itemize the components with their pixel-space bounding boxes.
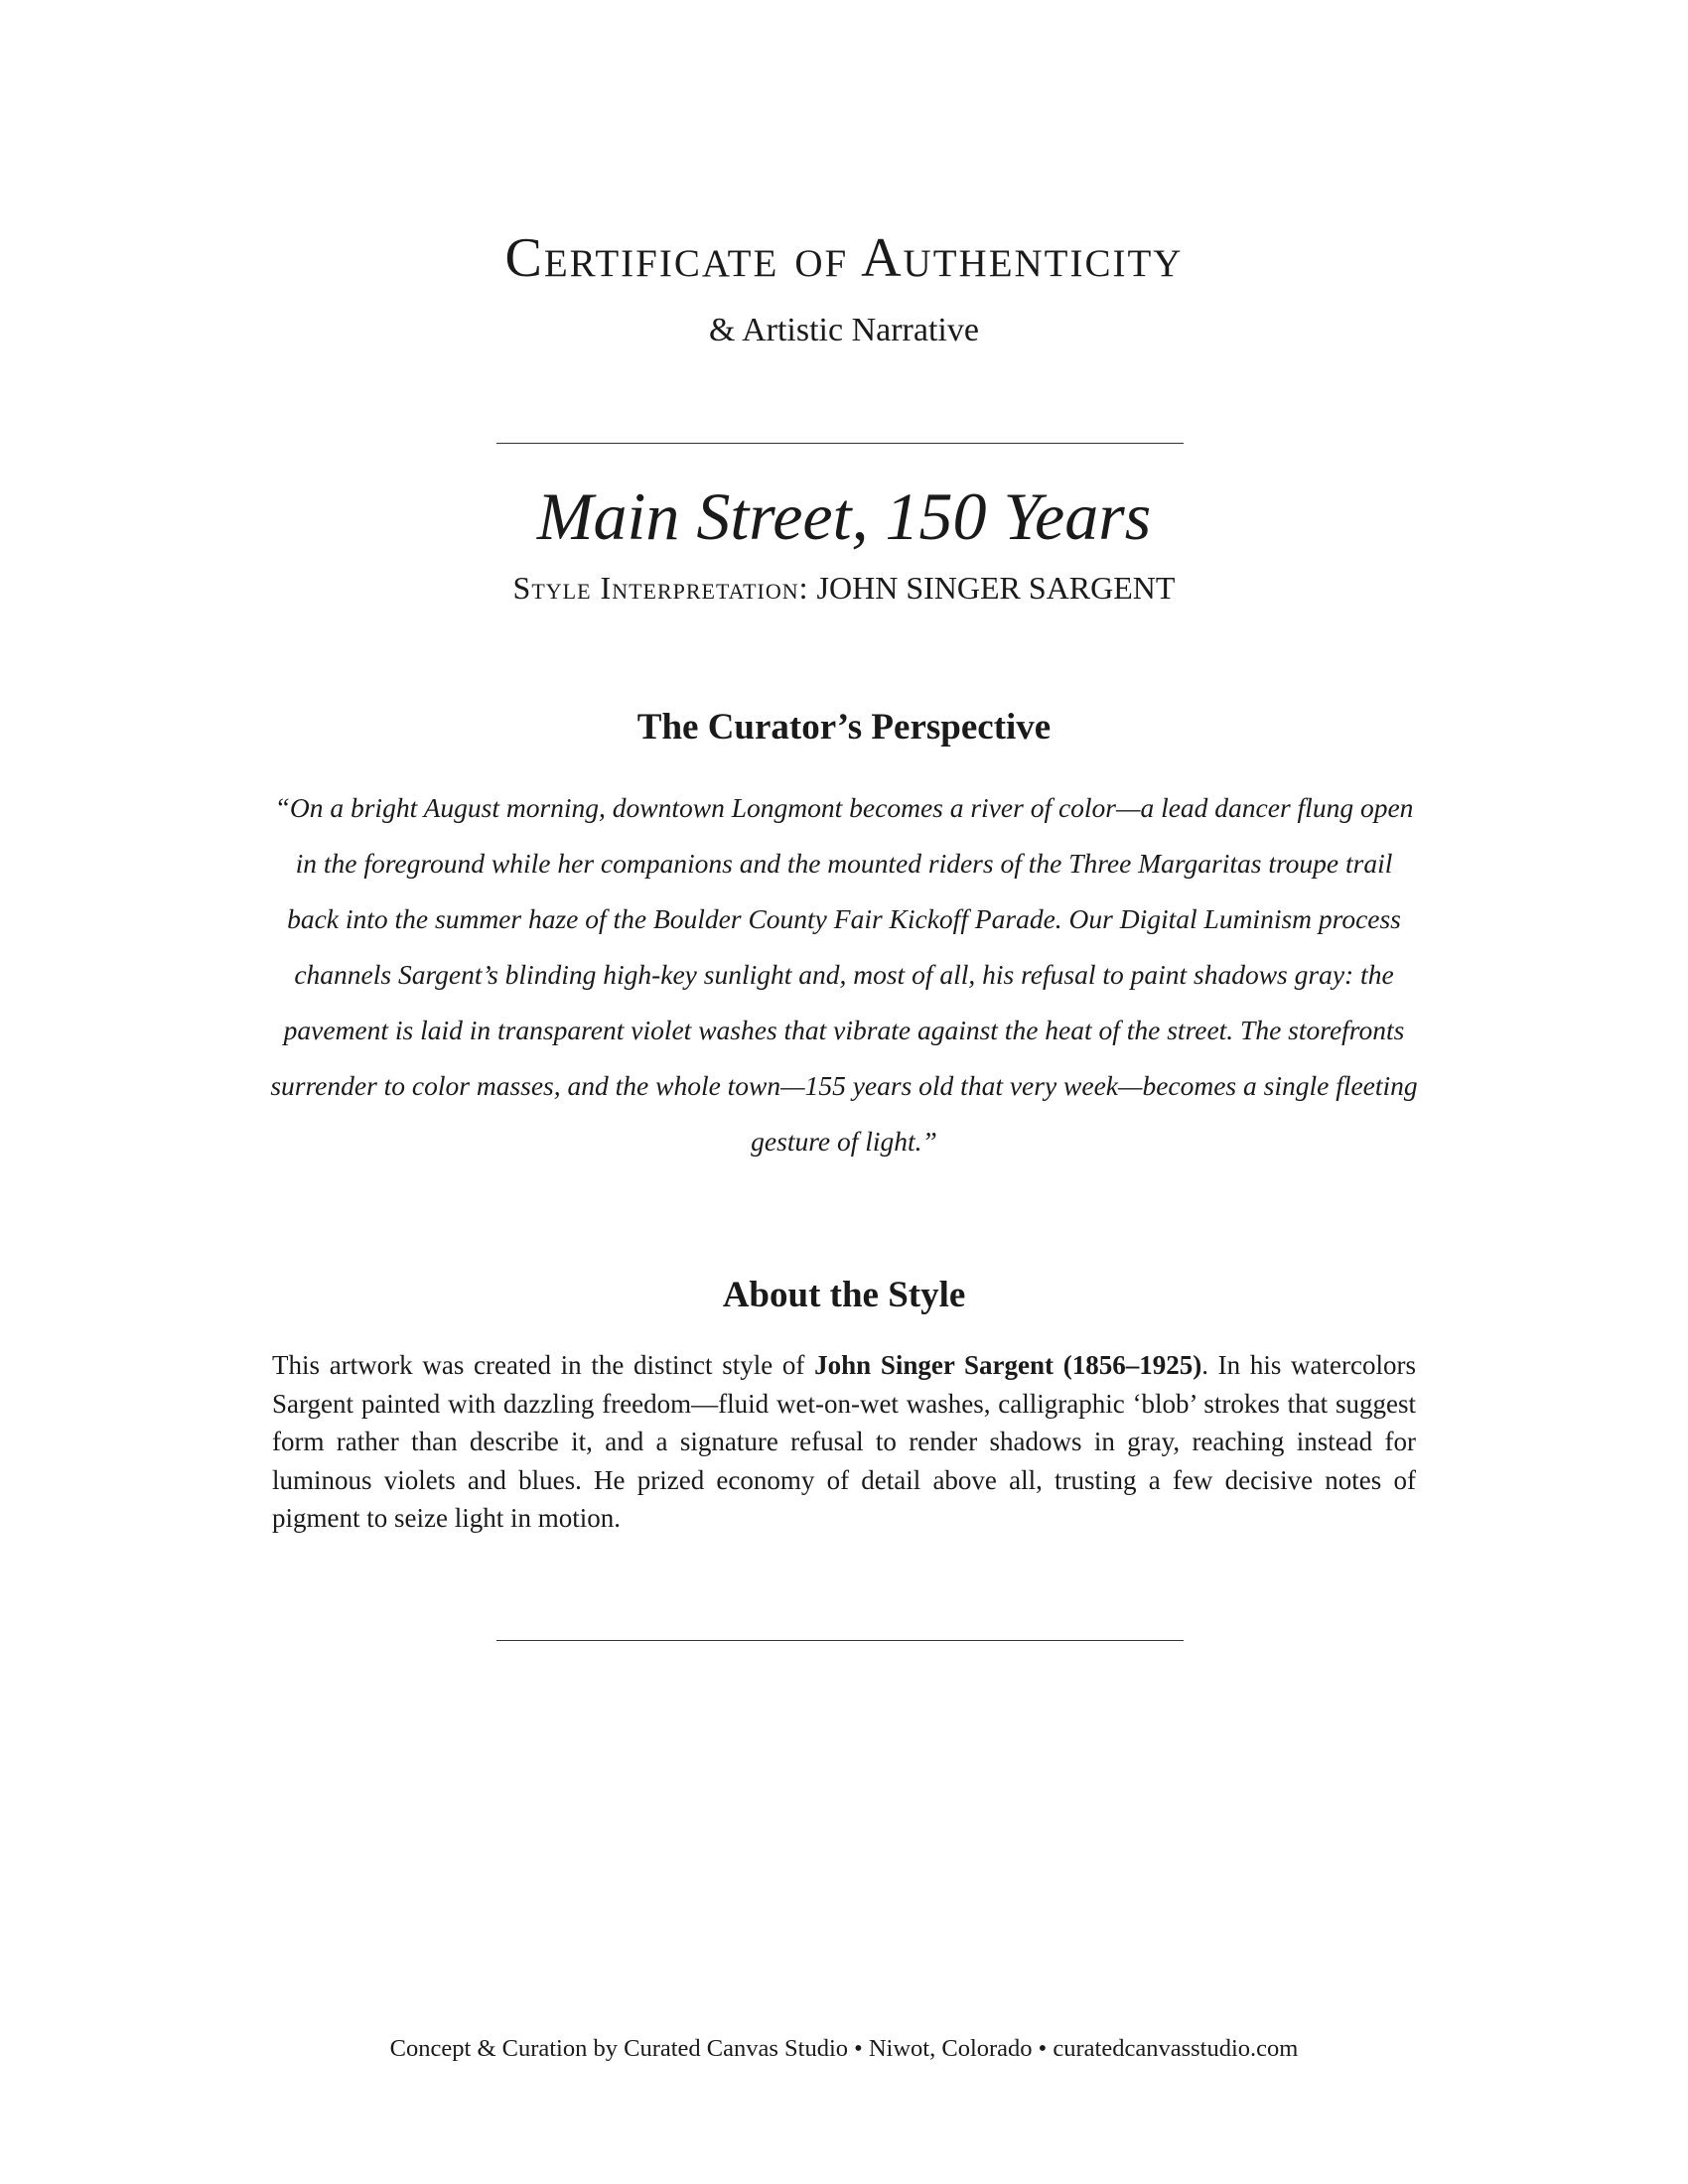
style-interpretation-line — [0, 572, 1688, 604]
about-style-heading: About the Style — [722, 1275, 966, 1315]
style-interpretation-label: Style Interpretation: — [512, 570, 809, 606]
certificate-subtitle: & Artistic Narrative — [709, 312, 979, 348]
curator-heading: The Curator’s Perspective — [636, 707, 1052, 748]
about-style-paragraph — [272, 1346, 1416, 1538]
certificate-title: Certificate of Authenticity — [504, 227, 1184, 289]
artwork-title: Main Street, 150 Years — [536, 478, 1152, 554]
bottom-divider — [496, 1640, 1184, 1641]
about-style-intro: This artwork was created in the distinct style of — [272, 1350, 815, 1380]
top-divider — [496, 443, 1184, 444]
style-artist-name: JOHN SINGER SARGENT — [816, 570, 1176, 606]
about-style-artist: John Singer Sargent (1856–1925) — [814, 1350, 1202, 1380]
footer-credit: Concept & Curation by Curated Canvas Studio • Niwot, Colorado • curatedcanvasstudio.com — [389, 2035, 1299, 2062]
curator-quote: “On a bright August morning, downtown Longmont becomes a river of color—a lead dancer flung open in the foreground while her companions and the mounted riders of the Three Margaritas troupe trail back into the summer haze of the Boulder County Fair Kickoff Parade. Our Digital Luminism process channels Sargent’s blinding high-key sunlight and, most of all, his refusal to paint shadows gray: the pavement is laid in transparent violet washes that vibrate against the heat of the street. The storefronts surrender to color masses, and the whole town—155 years old that very week—becomes a single fleeting gesture of light.” — [270, 792, 1418, 1157]
about-style-body: . In his watercolors Sargent painted with dazzling freedom—fluid wet-on-wet washes, calligraphic ‘blob’ strokes that suggest form rather than describe it, and a signature refusal to render shadows in gray, reaching instead for luminous violets and blues. He prized economy of detail above all, trusting a few decisive notes of pigment to seize light in motion. — [272, 1350, 1416, 1533]
